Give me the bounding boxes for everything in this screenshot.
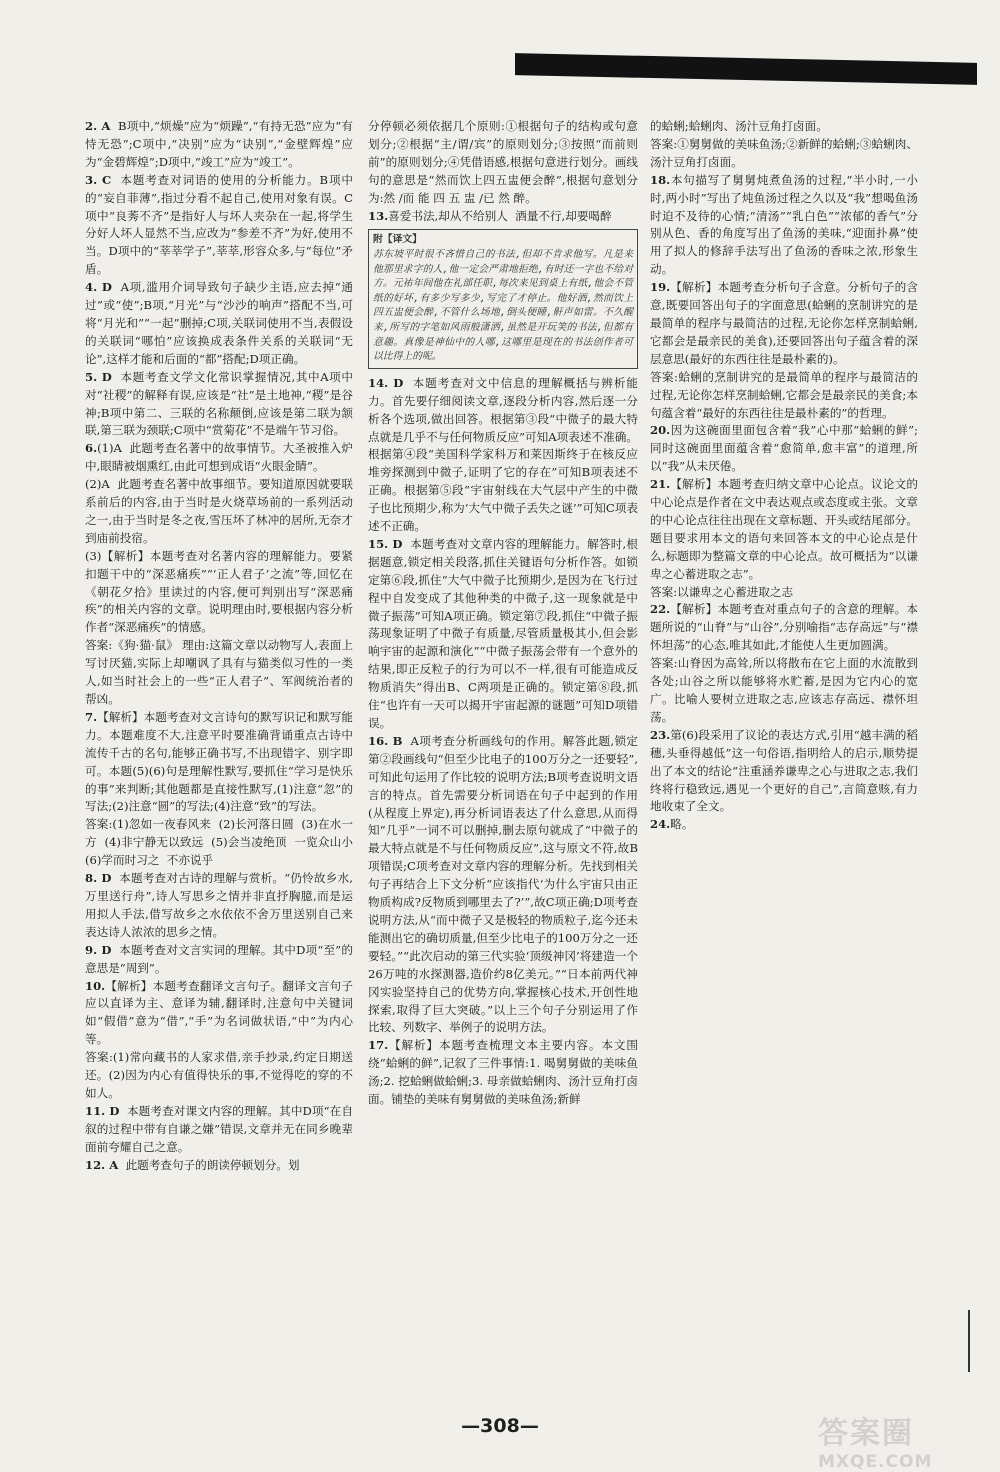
answer-item-21: 21.【解析】本题考查归纳文章中心论点。议论文的中心论点是作者在文中表达观点或态度或主张。文章的中心论点往往出现在文章标题、开头或结尾部分。题目要求用本文的语句来回答本文的中心论点是什么,标题即为整篇文章的中心论点。故可概括为“以谦卑之心蓄进取之志”。 答案:以谦卑之心蓄进取之志 <box>650 477 918 599</box>
answer-item-9: 9. D 本题考查对文言实词的理解。其中D项“至”的意思是“周到”。 <box>85 942 353 975</box>
answer-item-23: 23.第(6)段采用了议论的表达方式,引用“越丰满的稻穗,头垂得越低”这一句俗语,指明给人的启示,顺势提出了本文的结论“注重涵养谦卑之心与进取之志,我们终将行稳致远,遇见一个更好的自己”,言简意赅,有力地收束了全文。 <box>650 727 918 814</box>
answer-item-15: 15. D 本题考查对文章内容的理解能力。解答时,根据题意,锁定相关段落,抓住关键语句分析作答。如锁定第⑥段,抓住“大气中微子比预期少,是因为在飞行过程中自发变成了其他种类的中微子,这一现象就是中微子振荡”可知A项正确。锁定第⑦段,抓住“中微子振荡现象证明了中微子有质量,尽管质量极其小,但会影响宇宙的起源和演化”“中微子振荡会带有一个意外的结果,即正反粒子的行为可以不一样,很有可能造成反物质消失”得出B、C两项是正确的。锁定第⑧段,抓住“也许有一天可以揭开宇宙起源的谜题”可知D项错误。 <box>368 536 638 730</box>
answer-item-19: 19.【解析】本题考查分析句子含意。分析句子的含意,既要回答出句子的字面意思(蛤蜊的烹制讲究的是最简单的程序与最简洁的过程,无论你怎样烹制蛤蜊,它都会是最亲民的美食),还要回答出句子蕴含着的深层意思(最好的东西往往是最朴素的)。 答案:蛤蜊的烹制讲究的是最简单的程序与最简洁的过程,无论你怎样烹制蛤蜊,它都会是最亲民的美食;本句蕴含着“最好的东西往往是最朴素的”的哲理。 <box>650 280 918 420</box>
answer-item-12-continued: 分停顿必须依据几个原则:①根据句子的结构或句意划分;②根据“主/谓/宾”的原则划分;③按照“而前则前”的原则划分;④凭借语感,根据句意进行划分。画线句的意思是“然而饮上四五盅便会醉”,根据句意划分为:然 /而 能 四 五 盅 /已 然 醉。 <box>368 119 638 205</box>
answer-item-4: 4. D A项,滥用介词导致句子缺少主语,应去掉“通过”或“使”;B项,“月光”与“沙沙的响声”搭配不当,可将“月光和”“一起”删掉;C项,关联词使用不当,表假设的关联词“哪怕”应该换成表条件关系的关联词“无论”,这样才能和后面的“都”搭配;D项正确。 <box>85 280 353 366</box>
answer-column-right <box>650 118 918 1411</box>
answer-column-middle <box>368 118 638 1411</box>
answer-item-2: 2. A B项中,“烦燥”应为“烦躁”,“有持无恐”应为“有恃无恐”;C项中,“决别”应为“诀别”,“金壁辉煌”应为“金碧辉煌”;D项中,“竣工”应为“竣工”。 <box>85 119 353 169</box>
translation-heading: 附【译文】 <box>373 234 422 246</box>
answer-column-left <box>85 118 353 1411</box>
answer-item-18: 18.本句描写了舅舅炖煮鱼汤的过程,“半小时,一小时,两小时”写出了炖鱼汤过程之久以及“我”想喝鱼汤时迫不及待的心情;“清汤”“乳白色”“浓郁的香气”分别从色、香的角度写出了鱼汤的美味,“迎面扑鼻”使用了拟人的修辞手法写出了鱼汤的香味之浓,形象生动。 <box>650 172 918 277</box>
page-edge-bar <box>515 53 977 85</box>
site-watermark <box>818 1408 988 1472</box>
answer-item-22: 22.【解析】本题考查对重点句子的含意的理解。本题所说的“山脊”与“山谷”,分别喻指“志存高远”与“襟怀坦荡”的心态,唯其如此,才能使人生更加圆满。 答案:山脊因为高耸,所以将散布在它上面的水流散到各处;山谷之所以能够将水贮蓄,是因为它内心的宽广。比喻人要树立进取之志,应该志存高远、襟怀坦荡。 <box>650 602 918 724</box>
margin-rule <box>968 1310 970 1372</box>
answer-item-14: 14. D 本题考查对文中信息的理解概括与辨析能力。首先要仔细阅读文章,逐段分析内容,然后逐一分析各个选项,做出回答。根据第③段“中微子的最大特点就是几乎不与任何物质反应”可知A项表述不准确。根据第④段“美国科学家科万和莱因斯终于在核反应堆旁探测到中微子,证明了它的存在”可知B项表述不正确。根据第⑤段“宇宙射线在大气层中产生的中微子也比预期少,称为‘大气中微子丢失之谜’”可知C项表述不正确。 <box>368 375 638 534</box>
answer-item-7: 7.【解析】本题考查对文言诗句的默写识记和默写能力。本题难度不大,注意平时要准确背诵重点古诗中流传千古的名句,能够正确书写,不出现错字、别字即可。本题(5)(6)句是理解性默写,要抓住“学习是快乐的事”来判断;其他题都是直接性默写,(1)注意“忽”的写法;(2)注意“圆”的写法;(4)注意“致”的写法。 答案:(1)忽如一夜春风来 (2)长河落日圆 (3)在水一方 (4)非宁静无以致远 (5)会当凌绝顶 一览众山小 (6)学而时习之 不亦说乎 <box>85 709 353 868</box>
answer-item-16: 16. B A项考查分析画线句的作用。解答此题,锁定第②段画线句“但至少比电子的100万分之一还要轻”,可知此句运用了作比较的说明方法;B项考查说明文语言的特点。首先需要分析词语在句子中起到的作用(从程度上界定),再分析词语表达了什么意思,从而得知“几乎”一词不可以删掉,删去原句就成了“中微子的最大特点就是不与任何物质反应”,这与原文不符,故B项错误;C项考查对文章内容的理解分析。先找到相关句子再结合上下文分析“应该指代‘为什么宇宙只由正物质构成?反物质到哪里去了?’”,故C项正确;D项考查说明方法,从“而中微子又是极轻的物质粒子,迄今还未能测出它的确切质量,但至少比电子的100万分之一还要轻。”“此次启动的第三代实验‘顶级神冈’将建造一个26万吨的水探测器,造价约8亿美元。”“日本前两代神冈实验坚持自己的优势方向,掌握核心技术,开创性地探索,取得了巨大突破。”以上三个句子分别运用了作比较、列数字、举例子的说明方法。 <box>368 733 638 1035</box>
answer-item-8: 8. D 本题考查对古诗的理解与赏析。“仍怜故乡水,万里送行舟”,诗人写思乡之情并非直抒胸臆,而是运用拟人手法,借写故乡之水依依不舍万里送别自己来表达诗人浓浓的思乡之情。 <box>85 871 353 939</box>
answer-item-17-continued: 的蛤蜊;蛤蜊肉、汤汁豆角打卤面。 答案:①舅舅做的美味鱼汤;②新鲜的蛤蜊;③蛤蜊肉、汤汁豆角打卤面。 <box>650 119 918 169</box>
translation-box <box>368 229 638 368</box>
answer-item-10: 10.【解析】本题考查翻译文言句子。翻译文言句子应以直译为主、意译为辅,翻译时,注意句中关键词如“假借”意为“借”,“手”为名词做状语,“中”为内心等。 答案:(1)常向藏书的人家求借,亲手抄录,约定日期送还。(2)因为内心有值得快乐的事,不觉得吃的穿的不如人。 <box>85 978 353 1100</box>
answer-item-6: 6.(1)A 此题考查名著中的故事情节。大圣被推入炉中,眼睛被烟熏红,由此可想到成语“火眼金睛”。 (2)A 此题考查名著中故事细节。要知道原因就要联系前后的内容,由于当时是火烧草场前的一系列活动之一,由于当时是冬之夜,雪压坏了林冲的居所,无奈才到庙前投宿。 (3)【解析】本题考查对名著内容的理解能力。要紧扣题干中的“深恶痛疾”“‘正人君子’之流”等,回忆在《朝花夕拾》里读过的内容,便可判别出写“深恶痛疾”的相关内容的文章。说明理由时,要根据内容分析作者“深恶痛疾”的情感。 答案:《狗·猫·鼠》 理由:这篇文章以动物写人,表面上写讨厌猫,实际上却嘲讽了具有与猫类似习性的一类人,如当时社会上的一些“正人君子”、军阀统治者的帮凶。 <box>85 441 353 706</box>
answer-item-20: 20.因为这碗面里面包含着“我”心中那“蛤蜊的鲜”;同时这碗面里面蕴含着“愈简单,愈丰富”的道理,所以“我”从未厌倦。 <box>650 423 918 474</box>
answer-item-5: 5. D 本题考查文学文化常识掌握情况,其中A项中对“社稷”的解释有误,应该是“社”是土地神,“稷”是谷神;B项中第二、三联的名称颠倒,应该是第二联为颔联,第三联为颈联;C项中“赏菊花”不是端午节习俗。 <box>85 369 353 438</box>
answer-item-3: 3. C 本题考查对词语的使用的分析能力。B项中的“妄自菲薄”,指过分看不起自己,使用对象有误。C项中“良莠不齐”是指好人与坏人夹杂在一起,将学生分好人坏人显然不当,应改为“参差不齐”为好,使用不当。D项中的“莘莘学子”,莘莘,形容众多,与“每位”矛盾。 <box>85 172 353 277</box>
page-number: —308— <box>461 1415 539 1437</box>
watermark-url: MXQE.COM <box>818 1452 933 1472</box>
watermark-logo-text: 答案圈 <box>818 1416 914 1451</box>
answer-item-24: 24.略。 <box>650 817 694 832</box>
answer-item-11: 11. D 本题考查对课文内容的理解。其中D项“在自叙的过程中带有自谦之嫌”错误,文章并无在同乡晚辈面前夸耀自己之意。 <box>85 1103 353 1154</box>
answer-item-12: 12. A 此题考查句子的朗读停顿划分。划 <box>85 1157 300 1172</box>
translation-text: 苏东坡平时很不吝惜自己的书法,但却不肯求他写。凡是来他那里求字的人,他一定会严肃地拒绝,有时还一字也不给对方。元祐年间他在礼部任职,每次来见到桌上有纸,他会不管纸的好坏,有多少写多少,写完了才停止。他好酒,然而饮上四五盅便会醉,不管什么场地,倒头便睡,鼾声如雷。不久醒来,所写的字笔如风雨般潇洒,虽然是开玩笑的书法,但都有意趣。真像是神仙中的人哪,这哪里是现在的书法创作者可以比得上的呢。 <box>373 249 633 363</box>
answer-item-17: 17.【解析】本题考查梳理文本主要内容。本文围绕“蛤蜊的鲜”,记叙了三件事情:1. 喝舅舅做的美味鱼汤;2. 挖蛤蜊做蛤蜊;3. 母亲做蛤蜊肉、汤汁豆角打卤面。铺垫的美味有舅舅做的美味鱼汤;新鲜 <box>368 1038 638 1107</box>
answer-item-13: 13.喜爱书法,却从不给别人 酒量不行,却要喝醉 <box>368 208 612 223</box>
